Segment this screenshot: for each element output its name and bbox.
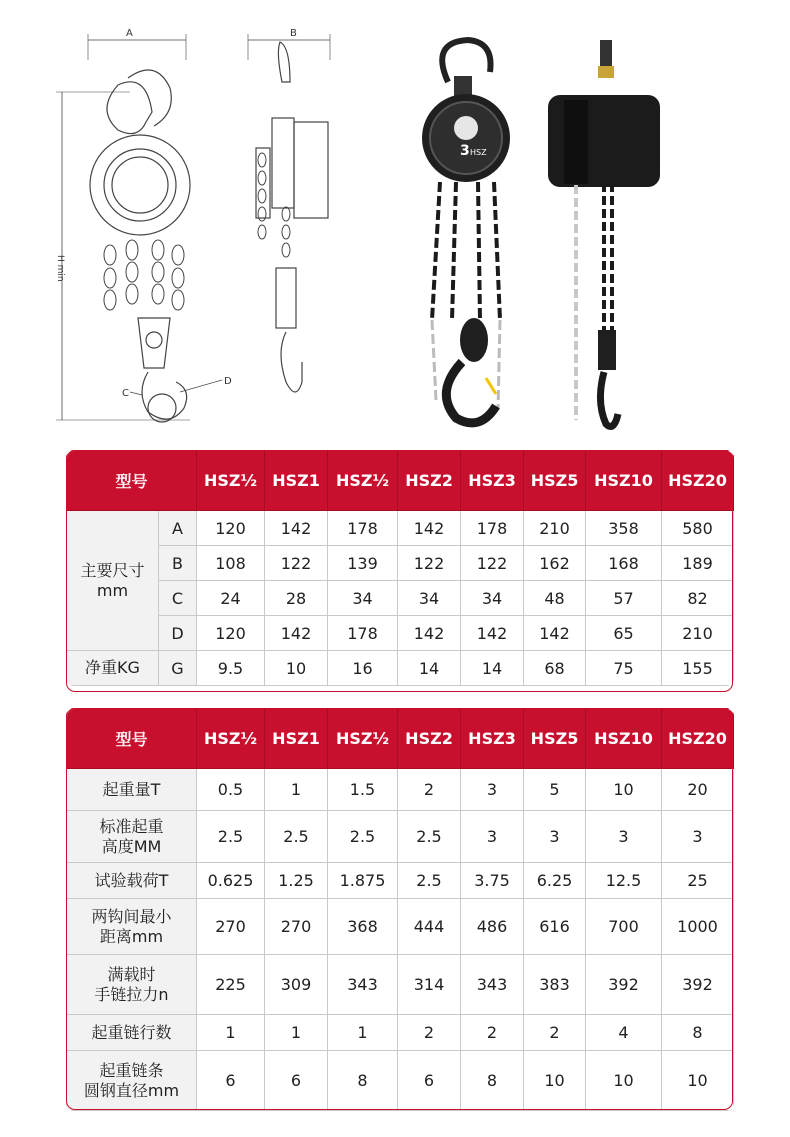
- dim-B-label: B: [290, 28, 297, 39]
- table-cell: 2.5: [398, 811, 461, 863]
- table-cell: 2: [398, 1015, 461, 1051]
- model-header-cell: HSZ2: [398, 451, 461, 511]
- table-cell: 24: [197, 581, 265, 616]
- side-technical-drawing: [248, 34, 330, 392]
- table-cell: 368: [328, 899, 398, 955]
- model-header-cell: HSZ½: [197, 451, 265, 511]
- table-cell: 0.5: [197, 769, 265, 811]
- table-cell: 142: [265, 616, 328, 651]
- table-cell: 2.5: [328, 811, 398, 863]
- table-cell: 122: [265, 546, 328, 581]
- row-label: 标准起重 高度MM: [67, 811, 197, 863]
- table-row: [67, 616, 734, 651]
- table-row: [67, 1051, 734, 1111]
- table-cell: 2: [524, 1015, 586, 1051]
- row-label: 起重量T: [67, 769, 197, 811]
- table-cell: 142: [398, 616, 461, 651]
- table-cell: 12.5: [586, 863, 662, 899]
- table-cell: 57: [586, 581, 662, 616]
- table-cell: 178: [328, 616, 398, 651]
- table-cell: 48: [524, 581, 586, 616]
- row-label: 满载时 手链拉力n: [67, 955, 197, 1015]
- table-cell: 3: [662, 811, 734, 863]
- table-cell: 162: [524, 546, 586, 581]
- table-cell: 28: [265, 581, 328, 616]
- row-key: D: [159, 616, 197, 651]
- table-cell: 155: [662, 651, 734, 686]
- table-cell: 34: [398, 581, 461, 616]
- table-cell: 3: [524, 811, 586, 863]
- table-cell: 2: [461, 1015, 524, 1051]
- specifications-table: [66, 708, 734, 1111]
- model-header-cell: HSZ10: [586, 451, 662, 511]
- table-cell: 3: [461, 769, 524, 811]
- table-cell: 1000: [662, 899, 734, 955]
- table-cell: 444: [398, 899, 461, 955]
- model-header: 型号: [67, 451, 197, 511]
- table-cell: 210: [662, 616, 734, 651]
- table-cell: 6: [398, 1051, 461, 1111]
- table-cell: 5: [524, 769, 586, 811]
- table-cell: 68: [524, 651, 586, 686]
- table-cell: 10: [586, 1051, 662, 1111]
- table-cell: 1.5: [328, 769, 398, 811]
- table-cell: 358: [586, 511, 662, 546]
- table-cell: 700: [586, 899, 662, 955]
- table-cell: 25: [662, 863, 734, 899]
- dims-label: 主要尺寸 mm: [67, 511, 159, 651]
- table-cell: 392: [586, 955, 662, 1015]
- table-row: [67, 863, 734, 899]
- table-cell: 9.5: [197, 651, 265, 686]
- table-cell: 6: [197, 1051, 265, 1111]
- row-key: G: [159, 651, 197, 686]
- model-header-cell: HSZ1: [265, 451, 328, 511]
- table-cell: 309: [265, 955, 328, 1015]
- table-cell: 392: [662, 955, 734, 1015]
- dim-A-label: A: [126, 28, 133, 39]
- row-key: A: [159, 511, 197, 546]
- table-row: [67, 1015, 734, 1051]
- model-header-cell: HSZ2: [398, 709, 461, 769]
- table-cell: 122: [398, 546, 461, 581]
- table-cell: 1: [197, 1015, 265, 1051]
- front-technical-drawing: [56, 34, 222, 422]
- row-label: 试验载荷T: [67, 863, 197, 899]
- table-cell: 82: [662, 581, 734, 616]
- table-row: [67, 811, 734, 863]
- model-header-cell: HSZ½: [328, 451, 398, 511]
- row-key: B: [159, 546, 197, 581]
- product-illustrations: [0, 0, 790, 445]
- table-cell: 0.625: [197, 863, 265, 899]
- table-cell: 1: [328, 1015, 398, 1051]
- model-header-cell: HSZ20: [662, 451, 734, 511]
- table-row: [67, 581, 734, 616]
- table-cell: 343: [461, 955, 524, 1015]
- table-cell: 1: [265, 769, 328, 811]
- table-cell: 1.875: [328, 863, 398, 899]
- table-cell: 6: [265, 1051, 328, 1111]
- model-header-cell: HSZ3: [461, 709, 524, 769]
- dim-C-label: C: [122, 388, 129, 399]
- product-photo-front: [422, 40, 510, 423]
- table-row: [67, 899, 734, 955]
- table-cell: 486: [461, 899, 524, 955]
- table-cell: 1.25: [265, 863, 328, 899]
- row-key: C: [159, 581, 197, 616]
- table-cell: 65: [586, 616, 662, 651]
- table-cell: 314: [398, 955, 461, 1015]
- table-row: [67, 651, 734, 686]
- table-cell: 168: [586, 546, 662, 581]
- table-cell: 2: [398, 769, 461, 811]
- table-cell: 120: [197, 511, 265, 546]
- row-label: 两钩间最小 距离mm: [67, 899, 197, 955]
- table-cell: 16: [328, 651, 398, 686]
- dimensions-table: [66, 450, 734, 686]
- table-cell: 14: [398, 651, 461, 686]
- table-cell: 178: [461, 511, 524, 546]
- table-cell: 270: [265, 899, 328, 955]
- table-cell: 8: [461, 1051, 524, 1111]
- table-cell: 142: [524, 616, 586, 651]
- table-cell: 225: [197, 955, 265, 1015]
- table-row: [67, 546, 734, 581]
- model-header-cell: HSZ5: [524, 709, 586, 769]
- table-cell: 34: [328, 581, 398, 616]
- table-cell: 10: [662, 1051, 734, 1111]
- table-cell: 3: [586, 811, 662, 863]
- table-cell: 3.75: [461, 863, 524, 899]
- dim-H-label: H min: [55, 255, 65, 282]
- table-cell: 3: [461, 811, 524, 863]
- table-cell: 2.5: [265, 811, 328, 863]
- table-cell: 34: [461, 581, 524, 616]
- table-cell: 122: [461, 546, 524, 581]
- table-row: [67, 955, 734, 1015]
- table-cell: 2.5: [197, 811, 265, 863]
- dim-D-label: D: [224, 376, 232, 387]
- model-header-cell: HSZ3: [461, 451, 524, 511]
- table-cell: 142: [461, 616, 524, 651]
- table-cell: 10: [586, 769, 662, 811]
- table-row: [67, 511, 734, 546]
- row-label: 起重链行数: [67, 1015, 197, 1051]
- table-cell: 108: [197, 546, 265, 581]
- table-header-row: [67, 451, 734, 511]
- table-cell: 6.25: [524, 863, 586, 899]
- table-cell: 189: [662, 546, 734, 581]
- table-cell: 270: [197, 899, 265, 955]
- table-cell: 10: [524, 1051, 586, 1111]
- table-cell: 8: [662, 1015, 734, 1051]
- table-cell: 75: [586, 651, 662, 686]
- plate-number: 3: [460, 143, 470, 159]
- model-header-cell: HSZ1: [265, 709, 328, 769]
- model-header-cell: HSZ½: [328, 709, 398, 769]
- model-header-cell: HSZ20: [662, 709, 734, 769]
- table-header-row: [67, 709, 734, 769]
- plate-model: HSZ: [470, 148, 487, 157]
- table-cell: 139: [328, 546, 398, 581]
- table-cell: 580: [662, 511, 734, 546]
- model-header: 型号: [67, 709, 197, 769]
- table-cell: 20: [662, 769, 734, 811]
- table-cell: 10: [265, 651, 328, 686]
- product-photo-side: [548, 40, 660, 426]
- table-cell: 383: [524, 955, 586, 1015]
- table-cell: 142: [398, 511, 461, 546]
- model-header-cell: HSZ10: [586, 709, 662, 769]
- model-header-cell: HSZ5: [524, 451, 586, 511]
- table-cell: 4: [586, 1015, 662, 1051]
- table-cell: 178: [328, 511, 398, 546]
- table-cell: 120: [197, 616, 265, 651]
- table-row: [67, 769, 734, 811]
- table-cell: 343: [328, 955, 398, 1015]
- row-label: 起重链条 圆钢直径mm: [67, 1051, 197, 1111]
- model-header-cell: HSZ½: [197, 709, 265, 769]
- table-cell: 2.5: [398, 863, 461, 899]
- weight-label: 净重KG: [67, 651, 159, 686]
- table-cell: 8: [328, 1051, 398, 1111]
- table-cell: 210: [524, 511, 586, 546]
- table-cell: 1: [265, 1015, 328, 1051]
- table-cell: 142: [265, 511, 328, 546]
- table-cell: 14: [461, 651, 524, 686]
- table-cell: 616: [524, 899, 586, 955]
